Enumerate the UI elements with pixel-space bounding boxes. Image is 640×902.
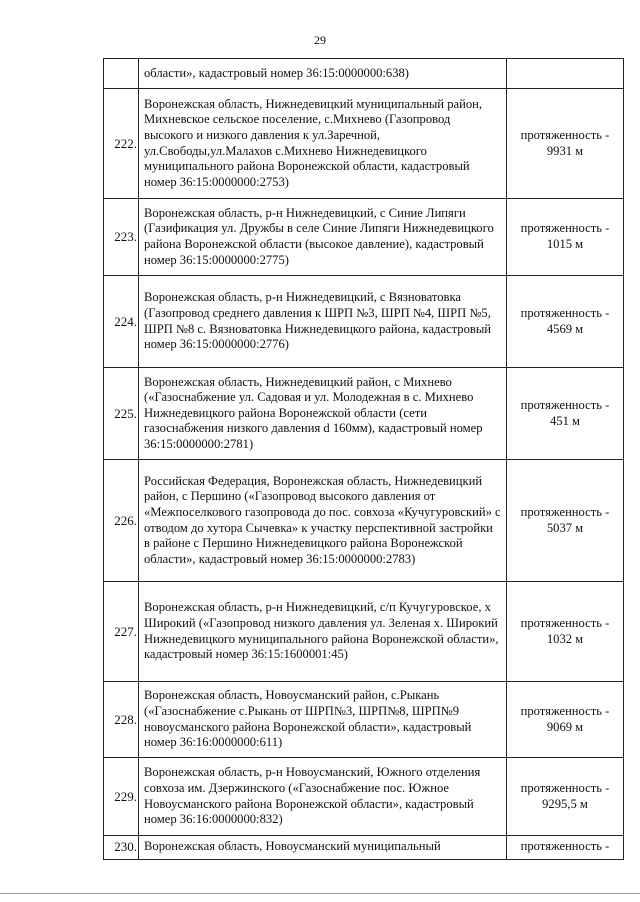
row-description: Российская Федерация, Воронежская область, Нижнедевицкий район, с Першино («Газопровод высокого давления от «Межпоселкового газопровода до пос. совхоза «Кучугуровский» с отводом до хутора Сычевка» к участку перспективной застройки в районе с Першино Нижнедевицкого района Воронежской области», кадастровый номер 36:15:0000000:2783)	[139, 460, 507, 582]
length-value: 451 м	[549, 413, 580, 428]
row-length	[507, 682, 624, 758]
page-number: 29	[314, 33, 326, 47]
table-row	[104, 836, 624, 860]
row-number: 230.	[104, 836, 139, 860]
row-length	[507, 758, 624, 836]
page-edge-line	[0, 893, 640, 894]
table-row	[104, 276, 624, 368]
table-row	[104, 59, 624, 89]
table-row	[104, 460, 624, 582]
row-number: 224.	[104, 276, 139, 368]
table-row	[104, 368, 624, 460]
length-value: 1015 м	[546, 237, 584, 251]
row-length	[507, 460, 624, 582]
length-label: протяженность -	[520, 305, 610, 320]
length-label: протяженность -	[520, 127, 610, 142]
length-label: протяженность -	[520, 839, 610, 853]
row-description: Воронежская область, р-н Нижнедевицкий, с Вязноватовка (Газопровод среднего давления к ШРП №3, ШРП №4, ШРП №5, ШРП №8 с. Вязноватовка Нижнедевицкого района, кадастровый номер 36:15:0000000:2776)	[139, 276, 507, 368]
length-value: 1032 м	[546, 631, 584, 646]
length-label: протяженность -	[520, 504, 610, 519]
row-description: Воронежская область, р-н Новоусманский, Южного отделения совхоза им. Дзержинского («Газоснабжение пос. Южное Новоусманского района Воронежской области», кадастровый номер 36:16:0000000:832)	[139, 758, 507, 836]
length-value: 5037 м	[546, 520, 584, 535]
length-label: протяженность -	[520, 615, 610, 630]
row-number: 222.	[104, 89, 139, 199]
row-number: 228.	[104, 682, 139, 758]
row-description: Воронежская область, Нижнедевицкий муниципальный район, Михневское сельское поселение, с.Михнево (Газопровод высокого и низкого давления к ул.Заречной, ул.Свободы,ул.Малахов с.Михнево Нижнедевицкого муниципального района Воронежской области, кадастровый номер 36:15:0000000:2753)	[139, 89, 507, 199]
row-description: области», кадастровый номер 36:15:0000000:638)	[139, 59, 507, 89]
length-label: протяженность -	[520, 397, 610, 412]
length-label: протяженность -	[520, 703, 610, 718]
row-length	[507, 836, 624, 860]
length-value: 9069 м	[546, 719, 584, 734]
row-description: Воронежская область, р-н Нижнедевицкий, с/п Кучугуровское, х Широкий («Газопровод низкого давления ул. Зеленая х. Широкий Нижнедевицкого муниципального района Воронежской области», кадастровый номер 36:15:1600001:45)	[139, 582, 507, 682]
row-length	[507, 368, 624, 460]
table-row	[104, 199, 624, 276]
length-label: протяженность -	[520, 221, 610, 236]
length-label: протяженность -	[520, 780, 610, 795]
objects-table	[103, 58, 624, 860]
table-row	[104, 682, 624, 758]
row-length	[507, 59, 624, 89]
table-row	[104, 89, 624, 199]
length-value: 9295,5 м	[542, 796, 588, 811]
row-number: 226.	[104, 460, 139, 582]
row-description: Воронежская область, Новоусманский муниципальный	[139, 836, 507, 860]
row-number: 229.	[104, 758, 139, 836]
row-number: 227.	[104, 582, 139, 682]
row-length	[507, 89, 624, 199]
row-number	[104, 59, 139, 89]
row-description: Воронежская область, р-н Нижнедевицкий, с Синие Липяги (Газификация ул. Дружбы в селе Синие Липяги Нижнедевицкого района Воронежской области (высокое давление), кадастровый номер 36:15:0000000:2775)	[139, 199, 507, 276]
row-length	[507, 582, 624, 682]
row-description: Воронежская область, Новоусманский район, с.Рыкань («Газоснабжение с.Рыкань от ШРП№3, ШРП№8, ШРП№9 новоусманского района Воронежской области», кадастровый номер 36:16:0000000:611)	[139, 682, 507, 758]
row-number: 225.	[104, 368, 139, 460]
row-number: 223.	[104, 199, 139, 276]
row-length	[507, 199, 624, 276]
table-row	[104, 582, 624, 682]
length-value: 9931 м	[546, 143, 584, 158]
row-length	[507, 276, 624, 368]
table-row	[104, 758, 624, 836]
length-value: 4569 м	[546, 321, 584, 336]
row-description: Воронежская область, Нижнедевицкий район, с Михнево («Газоснабжение ул. Садовая и ул. Молодежная в с. Михнево Нижнедевицкого района Воронежской области (сети газоснабжения низкого давления d 160мм), кадастровый номер 36:15:0000000:2781)	[139, 368, 507, 460]
